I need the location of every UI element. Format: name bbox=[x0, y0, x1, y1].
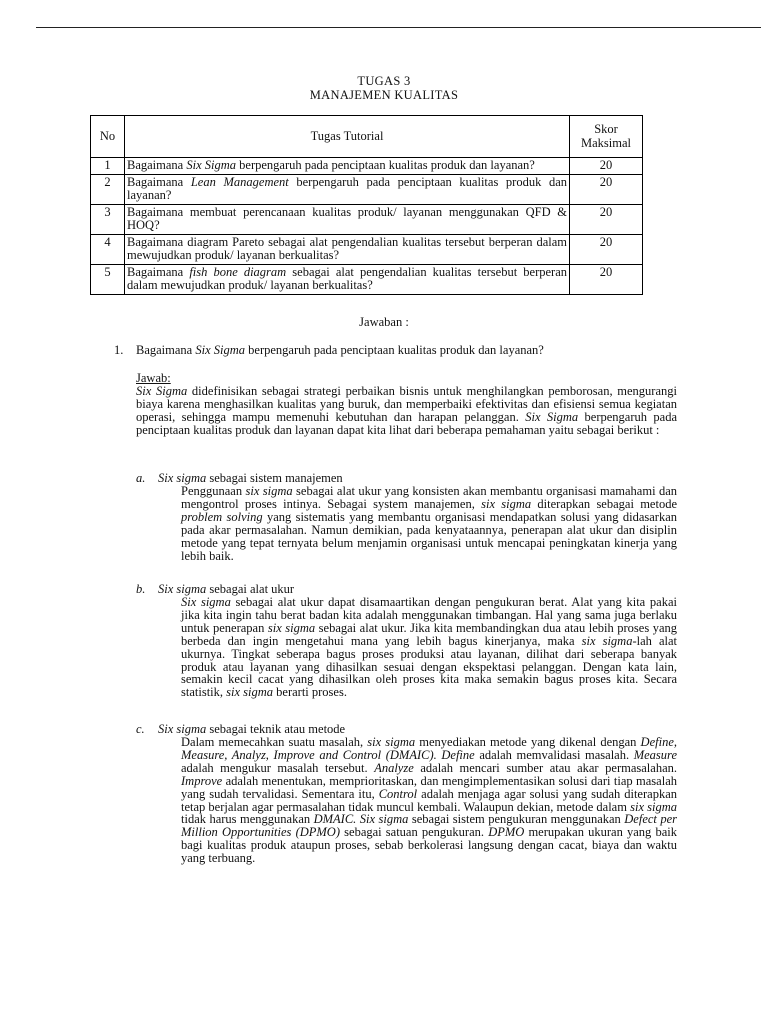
score-value: 20 bbox=[570, 234, 643, 264]
document-subtitle: MANAJEMEN KUALITAS bbox=[309, 88, 459, 102]
header-score: Skor Maksimal bbox=[570, 116, 643, 158]
item-heading-b: Six sigma sebagai alat ukur bbox=[158, 582, 295, 596]
question-number: 1. bbox=[114, 343, 124, 357]
table-header-row bbox=[91, 116, 643, 158]
table-row bbox=[91, 174, 643, 204]
header-task: Tugas Tutorial bbox=[125, 116, 570, 158]
task-text: Bagaimana fish bone diagram sebagai alat pengendalian kualitas tersebut berperan dalam mewujudkan produk/ layanan berkualitas? bbox=[125, 264, 570, 294]
item-letter-b: b. bbox=[136, 582, 146, 596]
item-paragraph-a: Penggunaan six sigma sebagai alat ukur yang konsisten akan membantu organisasi mamahami dan mengontrol proses intinya. Sebagai system manajemen, six sigma diterapkan sebagai metode problem solving yang sistematis yang membantu organisasi mendapatkan solusi yang didasarkan pada akar permasalahan. Namun demikian, pada kenyataannya, penerapan alat ukur dan disiplin metode yang tepat ternyata belum menjamin organisasi untuk mencapai peningkatan kinerja yang lebih baik. bbox=[181, 484, 677, 563]
score-value: 20 bbox=[570, 204, 643, 234]
row-number: 4 bbox=[91, 234, 125, 264]
header-no: No bbox=[91, 116, 125, 158]
document-title: TUGAS 3 bbox=[357, 74, 411, 88]
table-row bbox=[91, 158, 643, 175]
item-letter-c: c. bbox=[136, 722, 145, 736]
task-text: Bagaimana diagram Pareto sebagai alat pengendalian kualitas tersebut berperan dalam mewujudkan produk/ layanan berkualitas? bbox=[125, 234, 570, 264]
answer-label: Jawab: bbox=[136, 371, 171, 385]
answers-heading: Jawaban : bbox=[359, 315, 409, 329]
top-rule bbox=[36, 27, 761, 28]
task-table bbox=[90, 115, 643, 295]
item-paragraph-b: Six sigma sebagai alat ukur dapat disamaartikan dengan pengukuran berat. Alat yang kita pakai jika kita ingin tahu berat badan kita adalah menggunakan timbangan. Hal yang sama juga berlaku untuk penerapan six sigma sebagai alat ukur. Jika kita membandingkan dua atau lebih proses yang berbeda dan ingin mengetahui mana yang lebih bagus kinerjanya, maka six sigma-lah alat ukurnya. Tingkat seberapa bagus proses produksi atau layanan, dilihat dari seberapa banyak produk atau layanan yang dihasilkan sesuai dengan ekspektasi pelanggan. Dengan kata lain, semakin kecil cacat yang dihasilkan oleh proses kita maka semakin bagus proses kita. Secara statistik, six sigma berarti proses. bbox=[181, 595, 678, 700]
question-text: Bagaimana Six Sigma berpengaruh pada penciptaan kualitas produk dan layanan? bbox=[136, 343, 544, 357]
score-value: 20 bbox=[570, 158, 643, 175]
row-number: 5 bbox=[91, 264, 125, 294]
row-number: 3 bbox=[91, 204, 125, 234]
task-text: Bagaimana Six Sigma berpengaruh pada penciptaan kualitas produk dan layanan? bbox=[125, 158, 570, 175]
score-value: 20 bbox=[570, 174, 643, 204]
task-text: Bagaimana Lean Management berpengaruh pada penciptaan kualitas produk dan layanan? bbox=[125, 174, 570, 204]
row-number: 1 bbox=[91, 158, 125, 175]
table-row bbox=[91, 234, 643, 264]
intro-paragraph: Six Sigma didefinisikan sebagai strategi perbaikan bisnis untuk menghilangkan pemborosan, mengurangi biaya karena menghasilkan kualitas yang buruk, dan memperbaiki efektivitas dan efisiensi semua kegiatan operasi, sehingga mampu memenuhi kebutuhan dan harapan pelanggan. Six Sigma berpengaruh pada penciptaan kualitas produk dan layanan dapat kita lihat dari beberapa pemahaman yaitu sebagai berikut : bbox=[136, 384, 677, 437]
table-row bbox=[91, 264, 643, 294]
item-heading-c: Six sigma sebagai teknik atau metode bbox=[158, 722, 346, 736]
task-text: Bagaimana membuat perencanaan kualitas produk/ layanan menggunakan QFD & HOQ? bbox=[125, 204, 570, 234]
item-paragraph-c: Dalam memecahkan suatu masalah, six sigma menyediakan metode yang dikenal dengan Define, Measure, Analyz, Improve and Control (DMAIC). Define adalah memvalidasi masalah. Measure adalah mengukur masalah tersebut. Analyze adalah mencari sumber atau akar permasalahan. Improve adalah menentukan, memprioritaskan, dan mengimplementasikan solusi dari tiap masalah yang sudah tervalidasi. Sementara itu, Control adalah menjaga agar solusi yang sudah diterapkan tetap berjalan agar permasalahan tidak muncul kembali. Walaupun dekian, metode dalam six sigma tidak harus menggunakan DMAIC. Six sigma sebagai sistem pengukuran menggunakan Defect per Million Opportunities (DPMO) sebagai satuan pengukuran. DPMO merupakan ukuran yang baik bagi kualitas produk ataupun proses, sebab berkolerasi langsung dengan cacat, biaya dan waktu yang terbuang. bbox=[181, 735, 678, 866]
item-heading-a: Six sigma sebagai sistem manajemen bbox=[158, 471, 343, 485]
row-number: 2 bbox=[91, 174, 125, 204]
score-value: 20 bbox=[570, 264, 643, 294]
table-row bbox=[91, 204, 643, 234]
item-letter-a: a. bbox=[136, 471, 146, 485]
